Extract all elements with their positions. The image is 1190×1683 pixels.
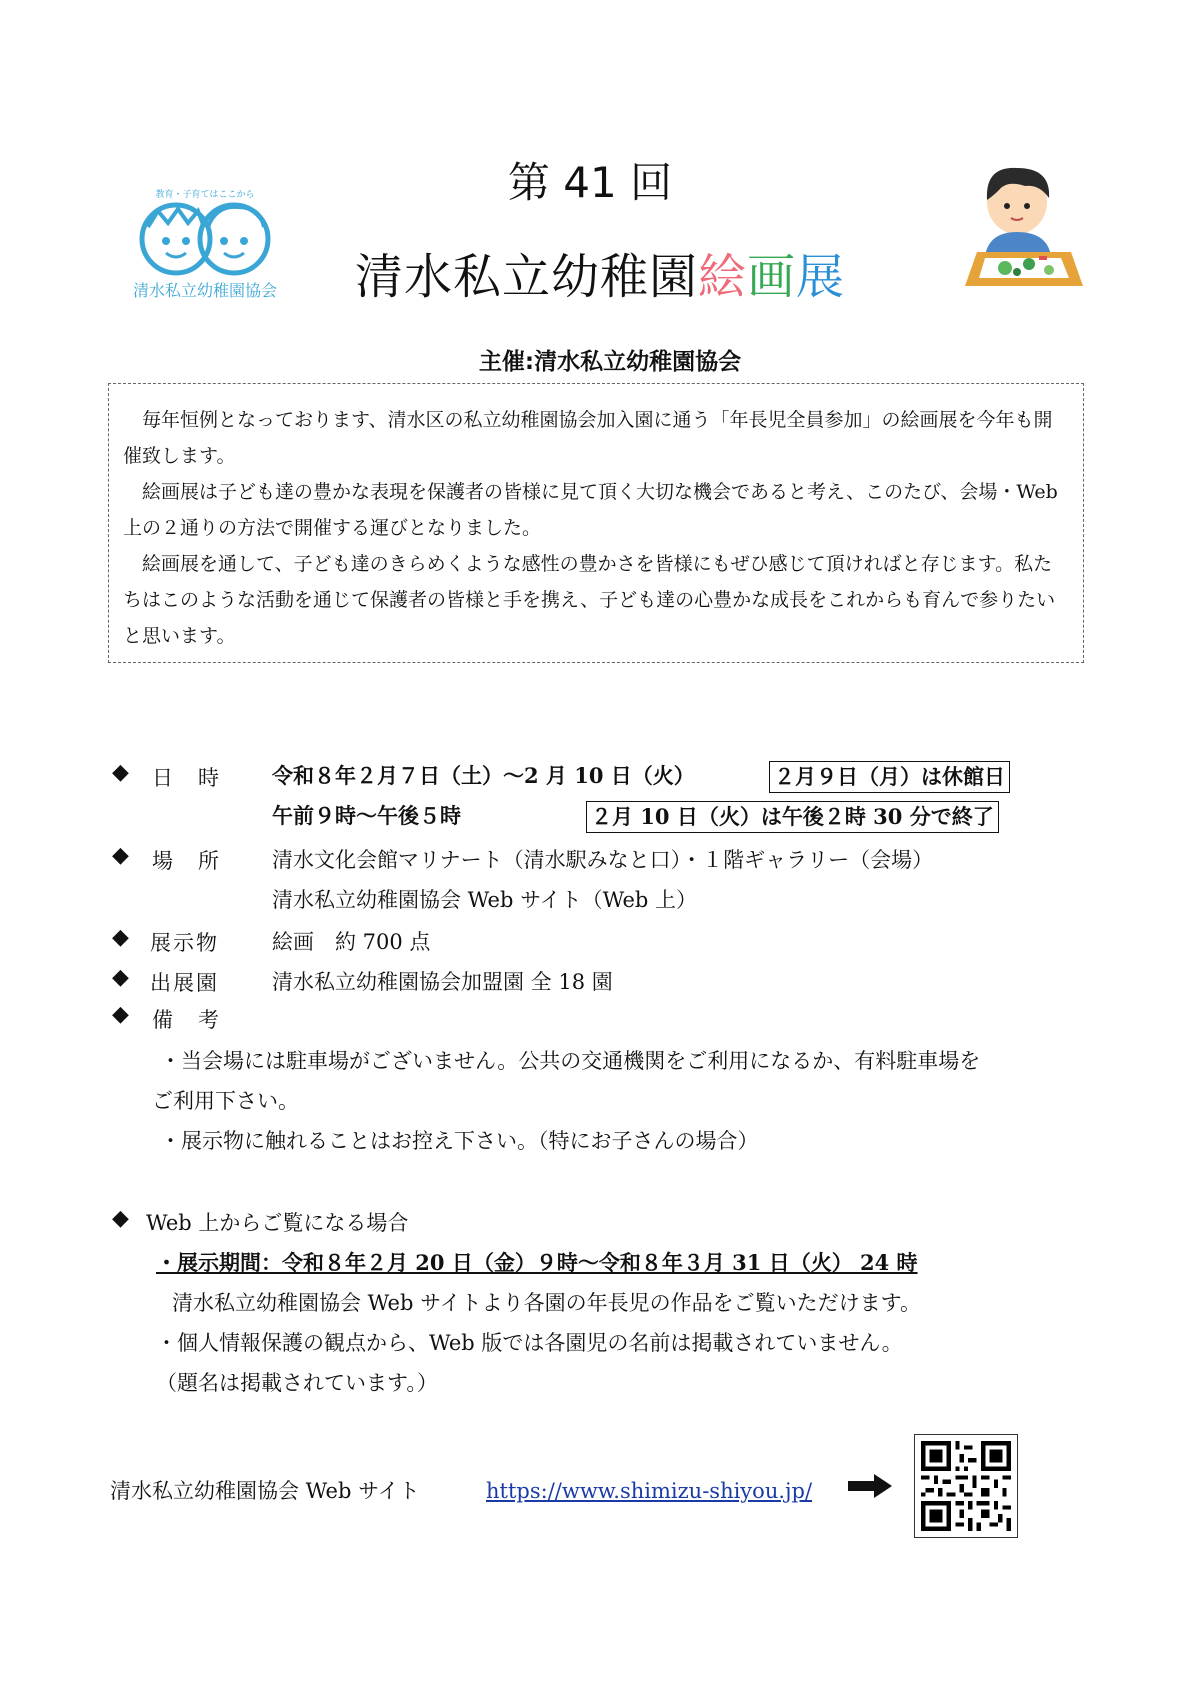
exhibits-label: 展示物 <box>150 931 219 955</box>
datetime-label: 日 時 <box>152 766 221 790</box>
title-main: 清水私立幼稚園 <box>354 249 698 305</box>
participants-label: 出展園 <box>150 971 219 995</box>
bullet-icon: ◆ <box>112 760 129 785</box>
logo-name: 清水私立幼稚園協会 <box>132 281 277 300</box>
bullet-icon: ◆ <box>112 843 129 868</box>
place-venue: 清水文化会館マリナート（清水駅みなと口）・１階ギャラリー（会場） <box>272 848 934 872</box>
bullet-icon: ◆ <box>112 925 129 950</box>
intro-message-box <box>108 383 1084 663</box>
website-link[interactable]: https://www.shimizu-shiyou.jp/ <box>486 1479 813 1503</box>
association-logo <box>120 185 290 305</box>
web-period-desc: 清水私立幼稚園協会 Web サイトより各園の年長児の作品をご覧いただけます。 <box>172 1291 921 1315</box>
edition-heading: 第 41 回 <box>507 158 673 207</box>
web-period: ・展示期間：令和８年２月 20 日（金）９時〜令和８年３月 31 日（火） 24 時 <box>156 1250 918 1275</box>
logo-tagline: 教育・子育てはここから <box>155 190 255 200</box>
title-char-2: 画 <box>747 249 797 305</box>
qr-code-icon <box>921 1441 1011 1531</box>
web-privacy: ・個人情報保護の観点から、Web 版では各園児の名前は掲載されていません。 <box>156 1331 903 1355</box>
remarks-label: 備 考 <box>152 1008 221 1032</box>
intro-paragraph: 毎年恒例となっております、清水区の私立幼稚園協会加入園に通う「年長児全員参加」の絵画展を今年も開催致します。 <box>123 409 1053 467</box>
bullet-icon: ◆ <box>112 1206 129 1231</box>
closed-day-note: ２月９日（月）は休館日 <box>769 761 1010 793</box>
remark-parking: ・当会場には駐車場がございません。公共の交通機関をご利用になるか、有料駐車場を <box>160 1049 981 1073</box>
title-char-3: 展 <box>796 249 846 305</box>
intro-paragraph: 絵画展を通して、子ども達のきらめくような感性の豊かさを皆様にもぜひ感じて頂ければと存じます。私たちはこのような活動を通じて保護者の皆様と手を携え、子ども達の心豊かな成長をこれからも育んで参りたいと思います。 <box>123 553 1056 647</box>
place-web: 清水私立幼稚園協会 Web サイト（Web 上） <box>272 888 698 912</box>
qr-code[interactable] <box>914 1434 1018 1538</box>
remark-no-touch: ・展示物に触れることはお控え下さい。（特にお子さんの場合） <box>160 1129 759 1153</box>
datetime-hours: 午前９時〜午後５時 <box>272 803 461 828</box>
remark-parking-cont: ご利用下さい。 <box>152 1089 299 1113</box>
datetime-dates: 令和８年２月７日（土）〜2 月 10 日（火） <box>272 763 695 788</box>
exhibits-value: 絵画 約 700 点 <box>272 930 431 954</box>
bullet-icon: ◆ <box>112 965 129 990</box>
title-char-1: 絵 <box>697 249 747 305</box>
web-privacy-note: （題名は掲載されています。） <box>156 1371 438 1395</box>
organizer: 主催:清水私立幼稚園協会 <box>478 349 742 375</box>
web-heading: Web 上からご覧になる場合 <box>146 1211 409 1235</box>
arrow-right-icon <box>848 1474 892 1498</box>
intro-paragraph: 絵画展は子ども達の豊かな表現を保護者の皆様に見て頂く大切な機会であると考え、このたび、会場・Web 上の２通りの方法で開催する運びとなりました。 <box>123 481 1058 539</box>
exhibition-title <box>300 238 900 307</box>
child-painting-illustration <box>955 160 1095 300</box>
end-time-note: ２月 10 日（火）は午後２時 30 分で終了 <box>586 801 999 833</box>
logo-faces-icon <box>138 197 272 277</box>
participants-value: 清水私立幼稚園協会加盟園 全 18 園 <box>272 970 613 994</box>
place-label: 場 所 <box>152 849 221 873</box>
bullet-icon: ◆ <box>112 1002 129 1027</box>
website-label: 清水私立幼稚園協会 Web サイト <box>110 1479 420 1503</box>
